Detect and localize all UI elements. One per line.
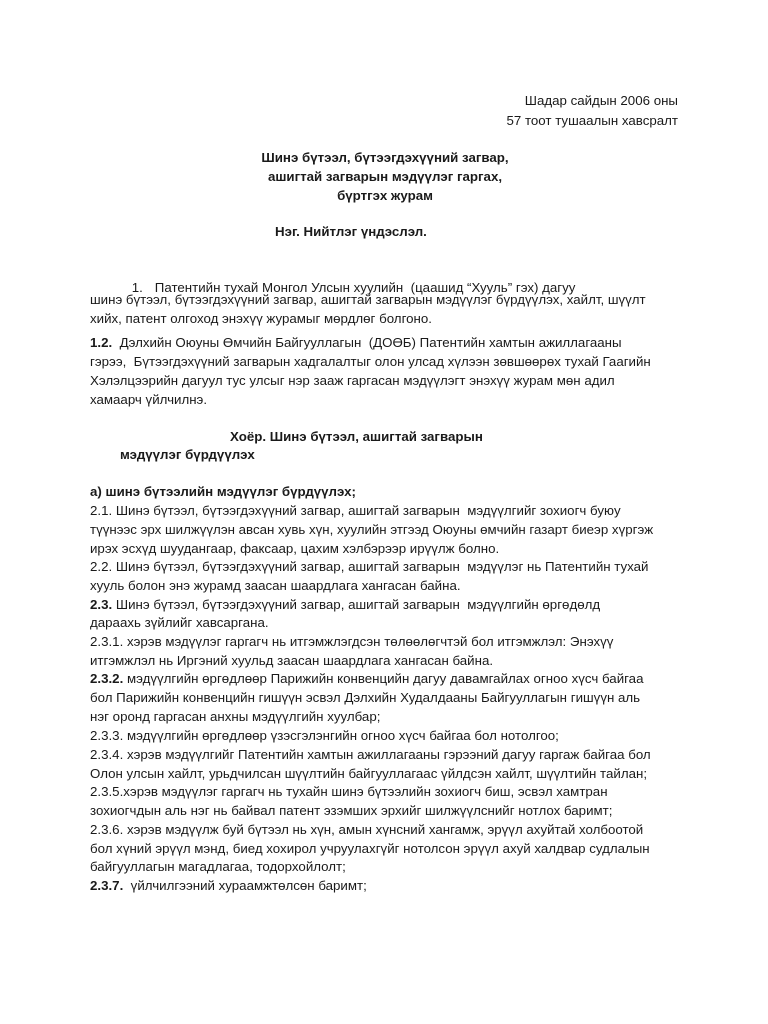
line-text: 2.1. Шинэ бүтээл, бүтээгдэхүүний загвар, ашигтай загварын мэдүүлгийг зохиогч буюу: [90, 503, 621, 518]
body-line: [90, 577, 461, 595]
item-number: 1.: [131, 280, 143, 295]
body-line: [90, 840, 650, 858]
body-line: [90, 746, 651, 764]
body-line: [90, 708, 380, 726]
line-text: хууль болон энэ журамд заасан шаардлага хангасан байна.: [90, 578, 461, 593]
section-2-sub-heading: а) шинэ бүтээлийн мэдүүлэг бүрдүүлэх;: [90, 484, 356, 499]
line-text: зохиогчдын аль нэг нь байвал патент эзэмших эрхийг шилжүүлснийг нотлох баримт;: [90, 803, 613, 818]
line-text: итгэмжлэл нь Иргэний хуульд заасан шаардлага хангасан байна.: [90, 653, 494, 668]
line-text: 2.3.5.хэрэв мэдүүлэг гаргагч нь тухайн шинэ бүтээлийн зохиогч биш, эсвэл хамтран: [90, 784, 608, 799]
line-text: үйлчилгээний хураамжтөлсөн баримт;: [123, 878, 367, 893]
body-line: [90, 614, 269, 632]
line-text: хийх, патент олгоход энэхүү журамыг мөрдлөг болгоно.: [90, 311, 432, 326]
body-line: [90, 391, 207, 409]
body-line: [90, 670, 643, 688]
section-2-heading-line-2: мэдүүлэг бүрдүүлэх: [120, 447, 255, 462]
line-text: Дэлхийн Оюуны Өмчийн Байгууллагын (ДОӨБ) Патентийн хамтын ажиллагааны: [112, 335, 622, 350]
title-line-1: Шинэ бүтээл, бүтээгдэхүүний загвар,: [261, 150, 509, 165]
body-line: [90, 783, 608, 801]
body-line: [90, 633, 613, 651]
body-line: [90, 596, 600, 614]
line-text: байгууллагын магадлагаа, тодорхойлолт;: [90, 859, 346, 874]
header-line-1: Шадар сайдын 2006 оны: [524, 93, 678, 108]
line-text: Олон улсын хайлт, урьдчилсан шүүлтийн байгууллагаас үйлдсэн хайлт, шүүлтийн тайлан;: [90, 766, 648, 781]
line-text: мэдүүлгийн өргөдлөөр Парижийн конвенцийн дагуу давамгайлах огноо хүсч байгаа: [123, 671, 644, 686]
line-text: бол Парижийн конвенцийн гишүүн эсвэл Дэлхийн Худалдааны Байгууллагын гишүүн аль: [90, 690, 641, 705]
body-line: [90, 558, 649, 576]
line-text: хамаарч үйлчилнэ.: [90, 392, 208, 407]
body-line: [90, 765, 647, 783]
header-line-2: 57 тоот тушаалын хавсралт: [506, 113, 678, 128]
title-line-3: бүртгэх журам: [337, 188, 433, 203]
line-text: дараахь зүйлийг хавсаргана.: [90, 615, 269, 630]
clause-number: 2.3.: [90, 597, 113, 612]
body-line: [90, 372, 615, 390]
line-text: бол хүний эрүүл мэнд, биед хохирол учруулахгүйг нотолсон эрүүл ахуй халдвар судлалын: [90, 841, 650, 856]
line-text: нэг оронд гаргасан анхны мэдүүлгийн хуулбар;: [90, 709, 381, 724]
body-line: [90, 821, 643, 839]
line-text: 2.3.1. хэрэв мэдүүлэг гаргагч нь итгэмжлэгдсэн төлөөлөгчтэй бол итгэмжлэл: Энэхүү: [90, 634, 614, 649]
body-line: [90, 310, 432, 328]
body-line: [90, 353, 651, 371]
line-text: ирэх эсхүд шуудангаар, факсаар, цахим хэлбэрээр ирүүлж болно.: [90, 541, 500, 556]
line-text: түүнээс эрх шилжүүлэн авсан хувь хүн, хуулийн этгээд Оюуны өмчийн газарт биеэр хүргэж: [90, 522, 654, 537]
line-text: Шинэ бүтээл, бүтээгдэхүүний загвар, ашигтай загварын мэдүүлгийн өргөдөлд: [112, 597, 601, 612]
line-text: шинэ бүтээл, бүтээгдэхүүний загвар, ашигтай загварын мэдүүлэг бүрдүүлэх, хайлт, шүүлт: [90, 292, 646, 307]
line-text: 2.3.4. хэрэв мэдүүлгийг Патентийн хамтын ажиллагааны гэрээний дагуу гаргаж байгаа бол: [90, 747, 651, 762]
body-line: [90, 802, 612, 820]
body-line: [90, 521, 653, 539]
title-line-2: ашигтай загварын мэдүүлэг гаргах,: [267, 169, 503, 184]
body-line: [90, 689, 640, 707]
body-line: [90, 291, 646, 309]
body-line: [90, 502, 621, 520]
line-text: 2.2. Шинэ бүтээл, бүтээгдэхүүний загвар, ашигтай загварын мэдүүлэг нь Патентийн тухай: [90, 559, 649, 574]
line-text: 2.3.6. хэрэв мэдүүлж буй бүтээл нь хүн, амын хүнсний хангамж, эрүүл ахуйтай холбоотой: [90, 822, 644, 837]
body-line: [90, 727, 559, 745]
item-text: Патентийн тухай Монгол Улсын хуулийн (цаашид “Хууль” гэх) дагуу: [154, 280, 576, 295]
clause-number: 1.2.: [90, 335, 113, 350]
clause-number: 2.3.2.: [90, 671, 124, 686]
body-line: [90, 540, 499, 558]
section-1-heading: Нэг. Нийтлэг үндэслэл.: [275, 224, 427, 239]
body-line: [90, 877, 367, 895]
line-text: гэрээ, Бүтээгдэхүүний загварын хадгалалтыг олон улсад хүлээн зөвшөөрөх тухай Гаагийн: [90, 354, 651, 369]
body-line: [90, 334, 622, 352]
section-2-heading-line-1: Хоёр. Шинэ бүтээл, ашигтай загварын: [230, 429, 483, 444]
clause-number: 2.3.7.: [90, 878, 124, 893]
line-text: 2.3.3. мэдүүлгийн өргөдлөөр үзэсгэлэнгийн огноо хүсч байгаа бол нотолгоо;: [90, 728, 559, 743]
body-line: [90, 652, 493, 670]
body-line: [90, 858, 346, 876]
line-text: Хэлэлцээрийн дагуул тус улсыг нэр зааж гаргасан мэдүүлэгт энэхүү журам мөн адил: [90, 373, 615, 388]
